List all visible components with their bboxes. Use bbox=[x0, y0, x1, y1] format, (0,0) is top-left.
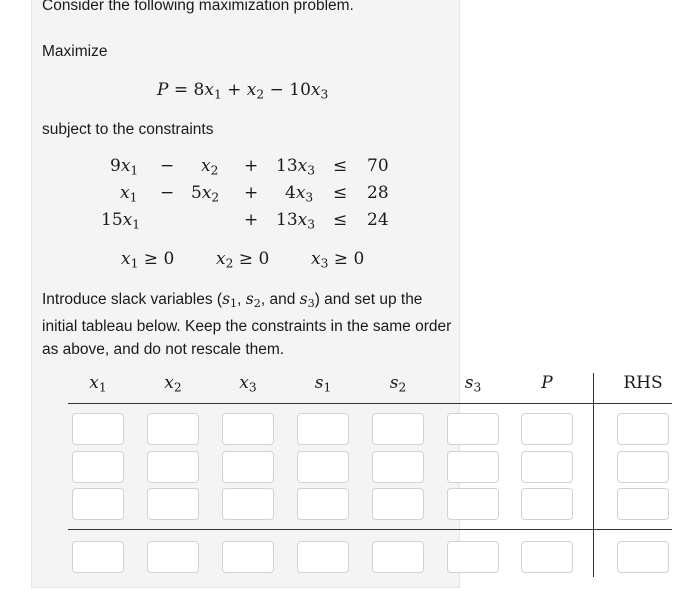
rhs-divider bbox=[593, 373, 594, 577]
tableau-cell-r3-s2[interactable] bbox=[372, 488, 424, 520]
nonneg-x1: $x_1 \ge 0$ bbox=[121, 249, 175, 271]
objective-cell-x1[interactable] bbox=[72, 541, 124, 573]
header-s2: $s_2$ bbox=[389, 373, 407, 395]
constraint-2-x1: $x_1$ bbox=[120, 183, 138, 205]
tableau-cell-r2-rhs[interactable] bbox=[617, 451, 669, 483]
constraint-2-x3: $4x_3$ bbox=[285, 183, 314, 205]
tableau-cell-r3-p[interactable] bbox=[521, 488, 573, 520]
tableau-cell-r1-x2[interactable] bbox=[147, 413, 199, 445]
tableau-cell-r2-p[interactable] bbox=[521, 451, 573, 483]
subject-to-label: subject to the constraints bbox=[42, 121, 214, 138]
constraint-2-relation: ≤ bbox=[333, 183, 348, 203]
objective-cell-x2[interactable] bbox=[147, 541, 199, 573]
objective-cell-s2[interactable] bbox=[372, 541, 424, 573]
header-x2: $x_2$ bbox=[164, 373, 182, 395]
tableau-cell-r2-s1[interactable] bbox=[297, 451, 349, 483]
header-rhs: RHS bbox=[623, 373, 663, 393]
header-x1: $x_1$ bbox=[89, 373, 107, 395]
header-s1: $s_1$ bbox=[314, 373, 332, 395]
constraint-2-op2: + bbox=[244, 183, 259, 203]
constraint-2-x2: $5x_2$ bbox=[191, 183, 220, 205]
intro-text: Consider the following maximization problem. bbox=[42, 0, 354, 14]
constraint-1-x3: $13x_3$ bbox=[276, 156, 316, 178]
objective-cell-x3[interactable] bbox=[222, 541, 274, 573]
header-s3: $s_3$ bbox=[464, 373, 482, 395]
tableau-cell-r1-x1[interactable] bbox=[72, 413, 124, 445]
objective-cell-s3[interactable] bbox=[447, 541, 499, 573]
objective-cell-s1[interactable] bbox=[297, 541, 349, 573]
tableau-cell-r1-s3[interactable] bbox=[447, 413, 499, 445]
header-divider bbox=[68, 403, 672, 404]
constraint-3-rhs: 24 bbox=[367, 210, 389, 230]
constraint-3-x1: $15x_1$ bbox=[101, 210, 141, 232]
constraint-1-op1: − bbox=[160, 156, 175, 176]
constraint-1-rhs: 70 bbox=[367, 156, 389, 176]
tableau-cell-r1-s1[interactable] bbox=[297, 413, 349, 445]
tableau-cell-r3-x3[interactable] bbox=[222, 488, 274, 520]
tableau-cell-r2-s3[interactable] bbox=[447, 451, 499, 483]
tableau-cell-r1-rhs[interactable] bbox=[617, 413, 669, 445]
tableau-cell-r1-x3[interactable] bbox=[222, 413, 274, 445]
constraint-3-relation: ≤ bbox=[333, 210, 348, 230]
header-p: P bbox=[541, 373, 553, 393]
objective-divider bbox=[68, 529, 672, 530]
constraint-1-op2: + bbox=[244, 156, 259, 176]
maximize-label: Maximize bbox=[42, 43, 108, 60]
header-x3: $x_3$ bbox=[239, 373, 257, 395]
objective-cell-p[interactable] bbox=[521, 541, 573, 573]
objective-cell-rhs[interactable] bbox=[617, 541, 669, 573]
constraint-2-rhs: 28 bbox=[367, 183, 389, 203]
nonneg-x2: $x_2 \ge 0$ bbox=[216, 249, 270, 271]
instructions-text: Introduce slack variables ($s_1$, $s_2$, and $s_3$) and set up the initial tableau below. Keep the constraints in the same order as above, and do not rescale them. bbox=[42, 290, 452, 359]
objective-function: $P = 8x_1 + x_2 - 10x_3$ bbox=[157, 80, 329, 102]
tableau-cell-r2-x3[interactable] bbox=[222, 451, 274, 483]
tableau-cell-r3-s1[interactable] bbox=[297, 488, 349, 520]
tableau-cell-r3-rhs[interactable] bbox=[617, 488, 669, 520]
constraint-3-x3: $13x_3$ bbox=[276, 210, 316, 232]
constraint-3-op2: + bbox=[244, 210, 259, 230]
constraint-1-relation: ≤ bbox=[333, 156, 348, 176]
constraint-2-op1: − bbox=[160, 183, 175, 203]
tableau-cell-r2-x2[interactable] bbox=[147, 451, 199, 483]
tableau-cell-r1-s2[interactable] bbox=[372, 413, 424, 445]
tableau-cell-r2-x1[interactable] bbox=[72, 451, 124, 483]
tableau-cell-r3-s3[interactable] bbox=[447, 488, 499, 520]
constraint-1-x1: $9x_1$ bbox=[110, 156, 139, 178]
nonneg-x3: $x_3 \ge 0$ bbox=[311, 249, 365, 271]
tableau-cell-r3-x2[interactable] bbox=[147, 488, 199, 520]
tableau-cell-r3-x1[interactable] bbox=[72, 488, 124, 520]
tableau-cell-r1-p[interactable] bbox=[521, 413, 573, 445]
constraint-1-x2: $x_2$ bbox=[201, 156, 219, 178]
tableau-cell-r2-s2[interactable] bbox=[372, 451, 424, 483]
